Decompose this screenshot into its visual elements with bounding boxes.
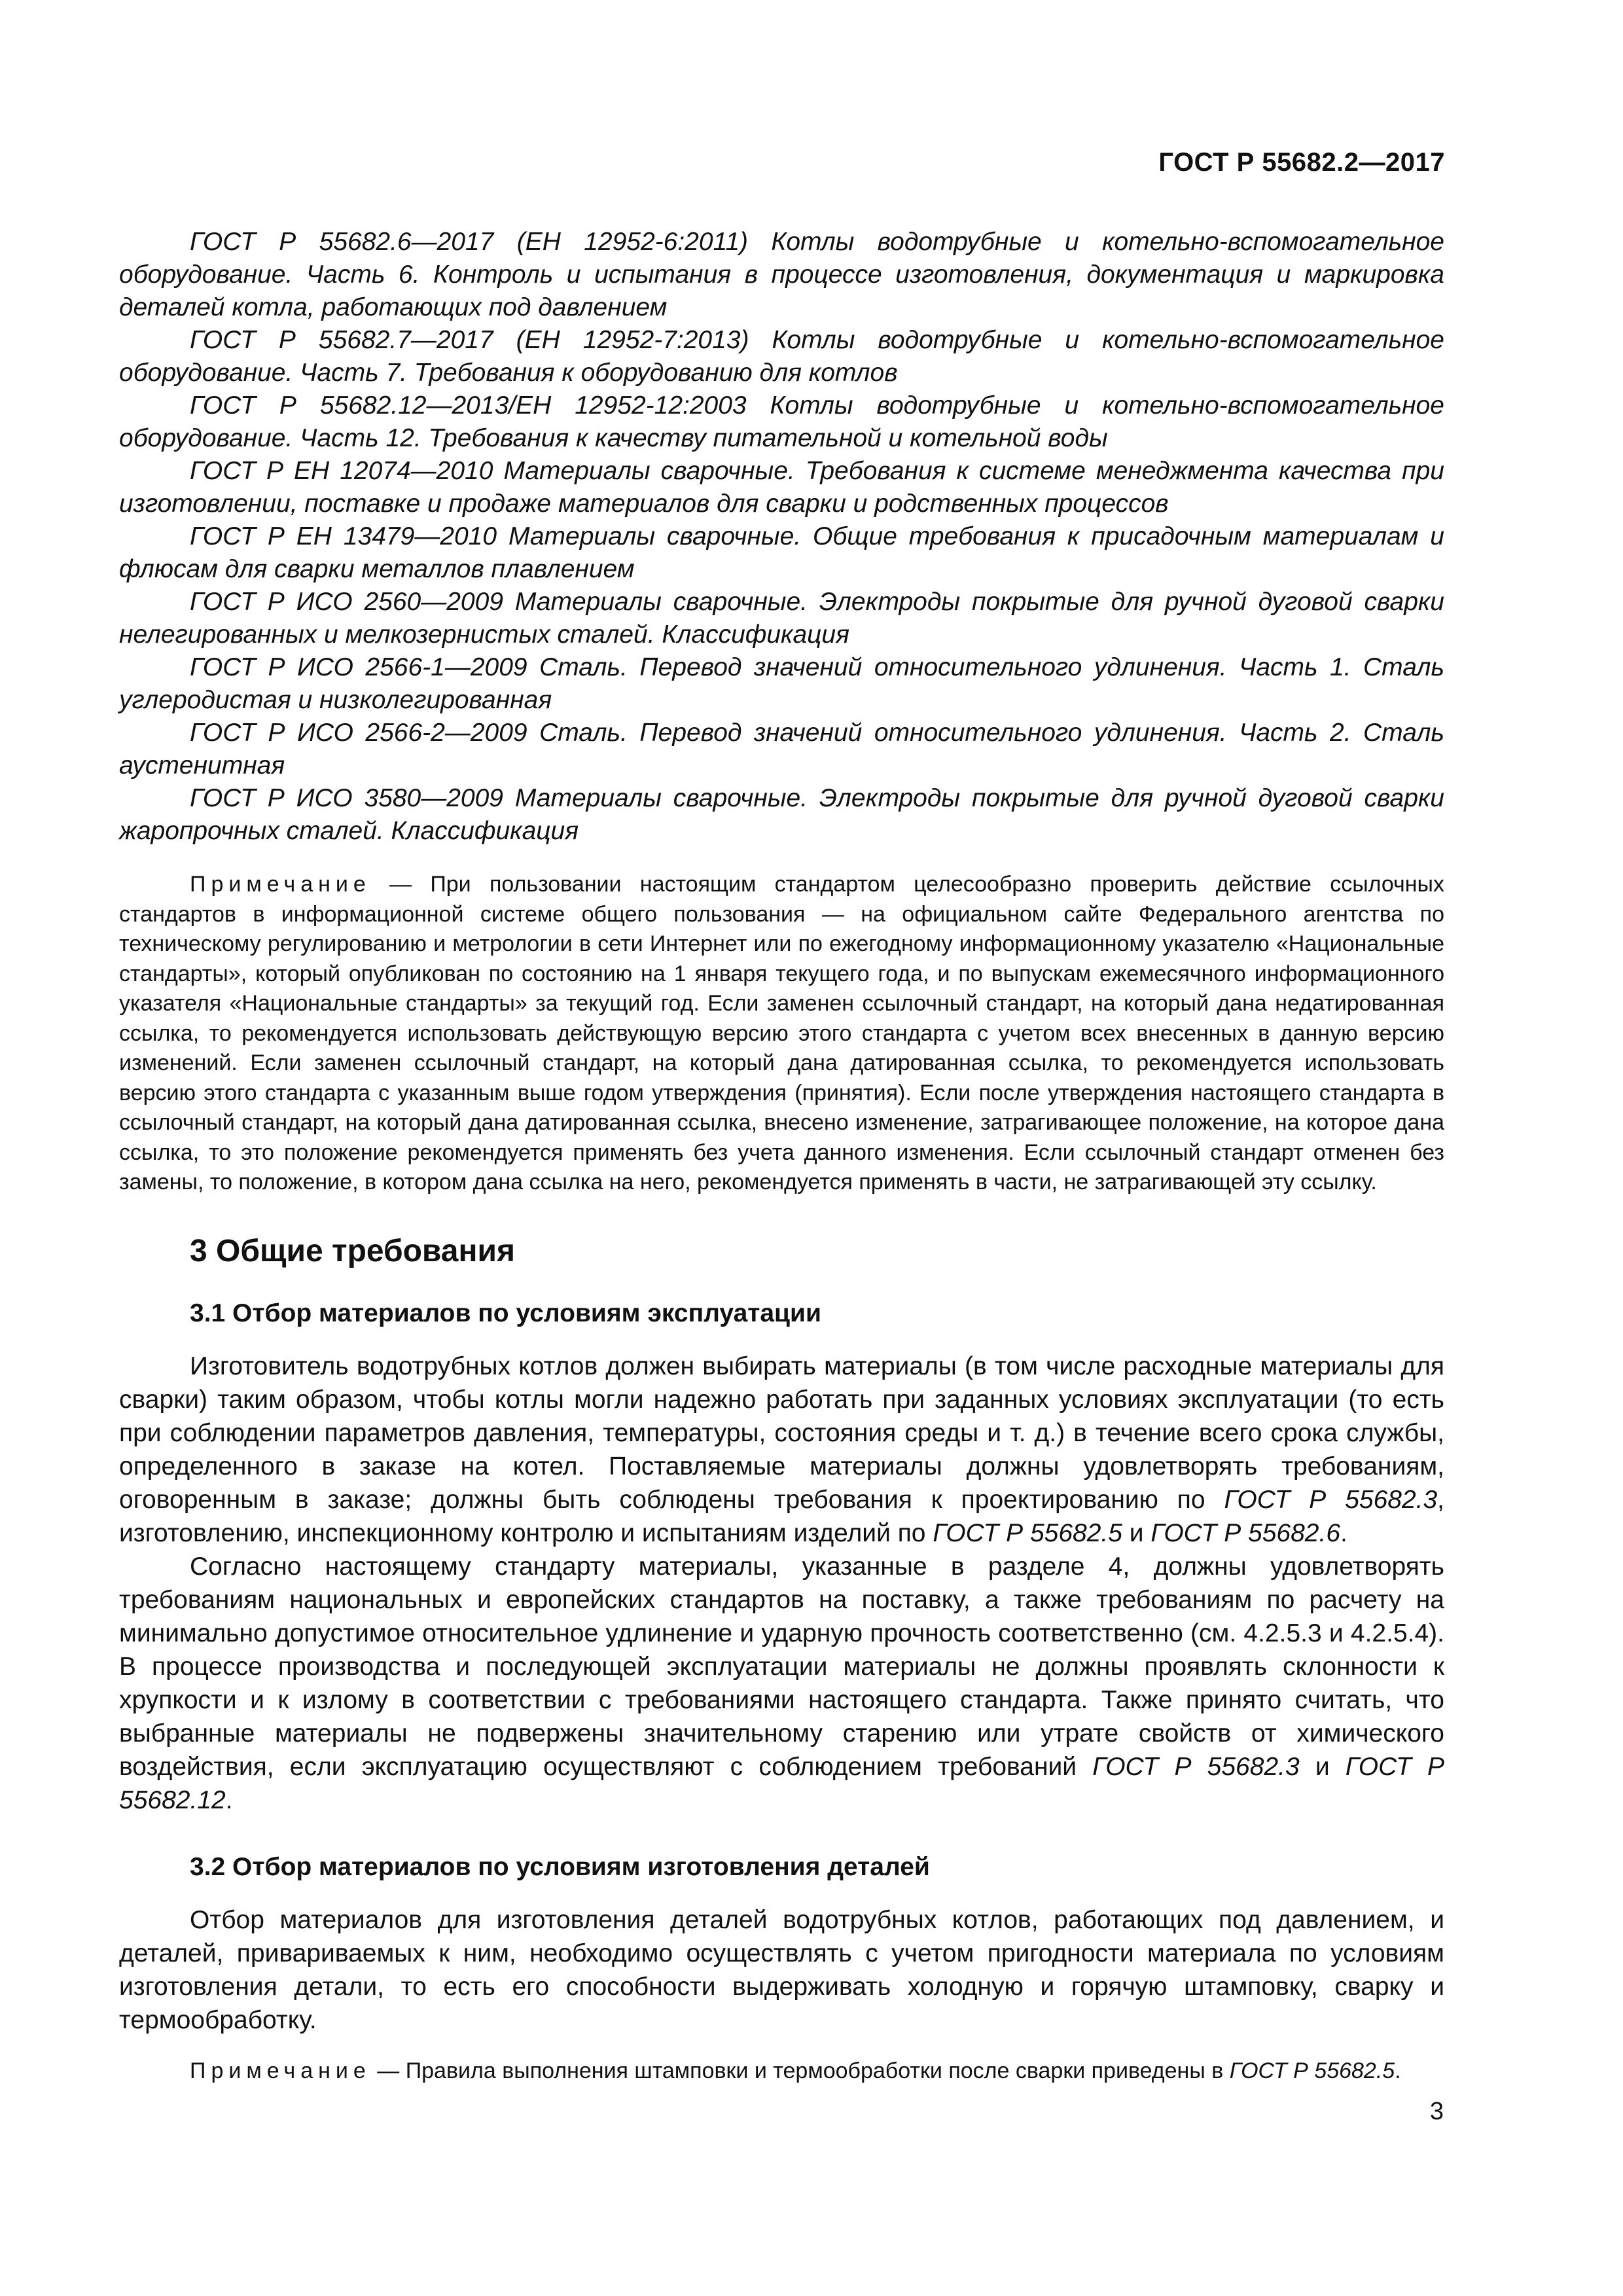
text-run: Согласно настоящему стандарту материалы, указанные в разделе 4, должны удовлетворять требованиям национальных и европейских стандартов на поставку, а также требованиям по расчету на минимально допустимое относительное удлинение и ударную прочность соответственно (см. 4.2.5.3 и 4.2.5.4). В процессе производства и последующей эксплуатации материалы не должны проявлять склонности к хрупкости и к излому в соответствии с требованиями настоящего стандарта. Также принято считать, что выбранные материалы не подвержены значительному старению или утрате свойств от химического воздействия, если эксплуатацию осуществляют с соблюдением требований <box>119 1552 1444 1781</box>
reference-item: ГОСТ Р ИСО 2566-1—2009 Сталь. Перевод значений относительного удлинения. Часть 1. Сталь углеродистая и низколегированная <box>119 653 1444 714</box>
reference-item: ГОСТ Р ИСО 3580—2009 Материалы сварочные. Электроды покрытые для ручной дуговой сварки жаропрочных сталей. Классификация <box>119 784 1444 845</box>
subsection-3-2-title: 3.2 Отбор материалов по условиям изготовления деталей <box>190 1852 930 1881</box>
text-run: . <box>225 1785 233 1814</box>
text-run: и <box>1122 1518 1151 1547</box>
paragraph-3-2-1: Отбор материалов для изготовления деталей водотрубных котлов, работающих под давлением, и деталей, привариваемых к ним, необходимо осуществлять с учетом пригодности материала по условиям изготовления детали, то есть его способности выдерживать холодную и горячую штамповку, сварку и термообработку. <box>119 1905 1444 2034</box>
page-number: 3 <box>1429 2098 1444 2125</box>
note-label: Примечание <box>190 2058 371 2083</box>
reference-item: ГОСТ Р 55682.6—2017 (ЕН 12952-6:2011) Котлы водотрубные и котельно-вспомогательное оборудование. Часть 6. Контроль и испытания в процессе изготовления, документация и маркировка деталей котла, работающих под давлением <box>119 228 1444 321</box>
normative-references-list <box>119 226 1444 848</box>
text-run: и <box>1299 1752 1346 1781</box>
reference-item: ГОСТ Р 55682.12—2013/ЕН 12952-12:2003 Котлы водотрубные и котельно-вспомогательное оборудование. Часть 12. Требования к качеству питательной и котельной воды <box>119 391 1444 452</box>
note-text: — Правила выполнения штамповки и термообработки после сварки приведены в <box>370 2058 1230 2083</box>
note-label: Примечание <box>190 872 371 897</box>
standard-reference: ГОСТ Р 55682.5 <box>1229 2058 1395 2083</box>
standard-reference: ГОСТ Р 55682.5 <box>933 1518 1122 1547</box>
text-run: . <box>1340 1518 1347 1547</box>
note-3-2 <box>119 2056 1444 2087</box>
reference-item: ГОСТ Р ИСО 2560—2009 Материалы сварочные. Электроды покрытые для ручной дуговой сварки нелегированных и мелкозернистых сталей. Классификация <box>119 588 1444 649</box>
note-references <box>119 870 1444 1198</box>
paragraph-3-1-2 <box>119 1550 1444 1817</box>
subsection-3-1-title: 3.1 Отбор материалов по условиям эксплуатации <box>190 1299 821 1327</box>
document-body <box>119 226 1444 2086</box>
standard-reference: ГОСТ Р 55682.3 <box>1092 1752 1300 1781</box>
section-3-title: 3 Общие требования <box>190 1233 515 1268</box>
paragraph-3-1-1 <box>119 1350 1444 1550</box>
standard-reference: ГОСТ Р 55682.3 <box>1224 1485 1438 1514</box>
note-end: . <box>1395 2058 1401 2083</box>
reference-item: ГОСТ Р ЕН 12074—2010 Материалы сварочные. Требования к системе менеджмента качества при изготовлении, поставке и продаже материалов для сварки и родственных процессов <box>119 457 1444 518</box>
standard-reference: ГОСТ Р 55682.6 <box>1150 1518 1341 1547</box>
reference-item: ГОСТ Р 55682.7—2017 (ЕН 12952-7:2013) Котлы водотрубные и котельно-вспомогательное оборудование. Часть 7. Требования к оборудованию для котлов <box>119 326 1444 387</box>
reference-item: ГОСТ Р ЕН 13479—2010 Материалы сварочные. Общие требования к присадочным материалам и флюсам для сварки металлов плавлением <box>119 522 1444 583</box>
document-header: ГОСТ Р 55682.2—2017 <box>1158 148 1445 177</box>
text-run: , изготовлению, инспекционному контролю и испытаниям изделий по <box>119 1485 1445 1547</box>
text-run: Изготовитель водотрубных котлов должен выбирать материалы (в том числе расходные материалы для сварки) таким образом, чтобы котлы могли надежно работать при заданных условиях эксплуатации (то есть при соблюдении параметров давления, температуры, состояния среды и т. д.) в течение всего срока службы, определенного в заказе на котел. Поставляемые материалы должны удовлетворять требованиям, оговоренным в заказе; должны быть соблюдены требования к проектированию по <box>119 1352 1444 1514</box>
standard-reference: ГОСТ Р 55682.12 <box>119 1752 1444 1814</box>
note-text: — При пользовании настоящим стандартом целесообразно проверить действие ссылочных стандартов в информационной системе общего пользования — на официальном сайте Федерального агентства по техническому регулированию и метрологии в сети Интернет или по ежегодному информационному указателю «Национальные стандарты», который опубликован по состоянию на 1 января текущего года, и по выпускам ежемесячного информационного указателя «Национальные стандарты» за текущий год. Если заменен ссылочный стандарт, на который дана недатированная ссылка, то рекомендуется использовать действующую версию этого стандарта с учетом всех внесенных в данную версию изменений. Если заменен ссылочный стандарт, на который дана датированная ссылка, то рекомендуется использовать версию этого стандарта с указанным выше годом утверждения (принятия). Если после утверждения настоящего стандарта в ссылочный стандарт, на который дана датированная ссылка, внесено изменение, затрагивающее положение, на которое дана ссылка, то это положение рекомендуется применять без учета данного изменения. Если ссылочный стандарт отменен без замены, то положение, в котором дана ссылка на него, рекомендуется применять в части, не затрагивающей эту ссылку. <box>119 872 1444 1194</box>
reference-item: ГОСТ Р ИСО 2566-2—2009 Сталь. Перевод значений относительного удлинения. Часть 2. Сталь аустенитная <box>119 719 1444 780</box>
